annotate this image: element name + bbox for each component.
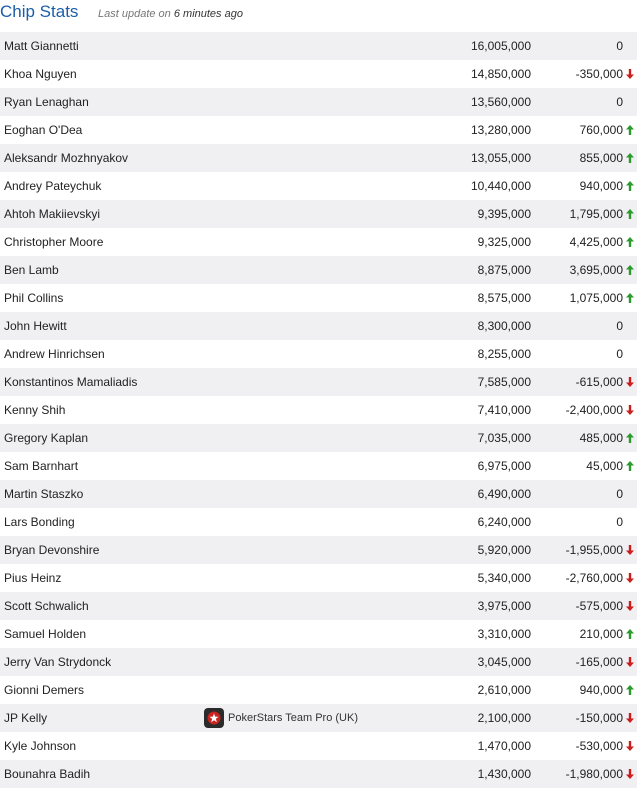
chip-change: 0	[616, 95, 623, 109]
last-update-value: 6 minutes ago	[173, 8, 243, 20]
chip-count: 8,575,000	[477, 291, 531, 305]
arrow-up-icon	[625, 200, 635, 228]
chip-change: 1,075,000	[569, 291, 623, 305]
chip-count: 2,100,000	[477, 711, 531, 725]
player-name[interactable]: Ben Lamb	[4, 263, 59, 277]
arrow-up-icon	[625, 172, 635, 200]
chip-count: 6,490,000	[477, 487, 531, 501]
table-row	[0, 676, 637, 704]
player-name[interactable]: Jerry Van Strydonck	[4, 655, 112, 669]
table-row	[0, 60, 637, 88]
chip-count: 3,045,000	[477, 655, 531, 669]
table-row	[0, 760, 637, 788]
arrow-down-icon	[625, 396, 635, 424]
table-row	[0, 508, 637, 536]
arrow-up-icon	[625, 256, 635, 284]
table-row	[0, 172, 637, 200]
chip-change: 485,000	[579, 431, 623, 445]
player-name[interactable]: Konstantinos Mamaliadis	[4, 375, 138, 389]
arrow-up-icon	[625, 620, 635, 648]
chip-count: 7,585,000	[477, 375, 531, 389]
arrow-up-icon	[625, 676, 635, 704]
chip-count: 1,470,000	[477, 739, 531, 753]
chip-change: 940,000	[579, 179, 623, 193]
chip-change: 0	[616, 515, 623, 529]
player-name[interactable]: Lars Bonding	[4, 515, 75, 529]
player-name[interactable]: Gionni Demers	[4, 683, 85, 697]
table-row	[0, 732, 637, 760]
player-name[interactable]: Phil Collins	[4, 291, 64, 305]
chip-change: -350,000	[575, 67, 623, 81]
player-name[interactable]: Matt Giannetti	[4, 39, 79, 53]
player-name[interactable]: Eoghan O'Dea	[4, 123, 83, 137]
chip-count: 1,430,000	[477, 767, 531, 781]
chip-change: -2,400,000	[565, 403, 623, 417]
pokerstars-logo-icon	[204, 708, 224, 728]
table-row	[0, 536, 637, 564]
chip-change: 1,795,000	[569, 207, 623, 221]
table-row	[0, 368, 637, 396]
player-name[interactable]: John Hewitt	[4, 319, 67, 333]
chip-count: 7,035,000	[477, 431, 531, 445]
chip-change: -150,000	[575, 711, 623, 725]
chip-change: 210,000	[579, 627, 623, 641]
table-row	[0, 704, 637, 732]
chip-count: 16,005,000	[470, 39, 531, 53]
chip-change: -2,760,000	[565, 571, 623, 585]
table-row	[0, 200, 637, 228]
chip-count: 5,340,000	[477, 571, 531, 585]
chip-change: 45,000	[586, 459, 623, 473]
chip-count: 13,280,000	[470, 123, 531, 137]
arrow-down-icon	[625, 760, 635, 788]
table-row	[0, 396, 637, 424]
arrow-down-icon	[625, 732, 635, 760]
table-row	[0, 648, 637, 676]
player-name[interactable]: Scott Schwalich	[4, 599, 89, 613]
chip-count: 7,410,000	[477, 403, 531, 417]
table-row	[0, 284, 637, 312]
chip-change: 4,425,000	[569, 235, 623, 249]
chip-count: 13,055,000	[470, 151, 531, 165]
chip-change: -575,000	[575, 599, 623, 613]
table-row	[0, 592, 637, 620]
chip-count: 8,875,000	[477, 263, 531, 277]
table-row	[0, 480, 637, 508]
player-name[interactable]: Ryan Lenaghan	[4, 95, 89, 109]
player-name[interactable]: Khoa Nguyen	[4, 67, 77, 81]
table-row	[0, 144, 637, 172]
chip-change: -1,980,000	[565, 767, 623, 781]
arrow-up-icon	[625, 424, 635, 452]
chip-stats-table	[0, 32, 637, 788]
chip-stats-header	[0, 0, 637, 32]
chip-change: 0	[616, 39, 623, 53]
chip-change: -615,000	[575, 375, 623, 389]
player-name[interactable]: Martin Staszko	[4, 487, 84, 501]
arrow-down-icon	[625, 564, 635, 592]
arrow-down-icon	[625, 368, 635, 396]
chip-change: 940,000	[579, 683, 623, 697]
table-row	[0, 32, 637, 60]
player-name[interactable]: Christopher Moore	[4, 235, 104, 249]
table-row	[0, 340, 637, 368]
arrow-up-icon	[625, 116, 635, 144]
player-name[interactable]: Kyle Johnson	[4, 739, 77, 753]
chip-change: 0	[616, 347, 623, 361]
table-row	[0, 256, 637, 284]
chip-count: 9,325,000	[477, 235, 531, 249]
player-name[interactable]: Aleksandr Mozhnyakov	[4, 151, 129, 165]
chip-count: 6,240,000	[477, 515, 531, 529]
table-row	[0, 620, 637, 648]
arrow-down-icon	[625, 704, 635, 732]
chip-count: 5,920,000	[477, 543, 531, 557]
table-row	[0, 452, 637, 480]
team-pro-badge	[204, 704, 358, 732]
arrow-up-icon	[625, 144, 635, 172]
table-row	[0, 564, 637, 592]
player-name[interactable]: Ahtoh Makiievskyi	[4, 207, 101, 221]
table-row	[0, 88, 637, 116]
chip-count: 6,975,000	[477, 459, 531, 473]
chip-count: 8,255,000	[477, 347, 531, 361]
table-row	[0, 228, 637, 256]
chip-change: 3,695,000	[569, 263, 623, 277]
chip-change: 0	[616, 487, 623, 501]
player-name[interactable]: Samuel Holden	[4, 627, 87, 641]
table-row	[0, 312, 637, 340]
player-name[interactable]: Gregory Kaplan	[4, 431, 89, 445]
chip-count: 3,310,000	[477, 627, 531, 641]
player-name[interactable]: Sam Barnhart	[4, 459, 79, 473]
arrow-down-icon	[625, 536, 635, 564]
player-name[interactable]: Andrey Pateychuk	[4, 179, 102, 193]
player-name[interactable]: Bounahra Badih	[4, 767, 91, 781]
table-row	[0, 116, 637, 144]
arrow-down-icon	[625, 60, 635, 88]
player-name[interactable]: Pius Heinz	[4, 571, 62, 585]
arrow-down-icon	[625, 648, 635, 676]
chip-change: 0	[616, 319, 623, 333]
chip-count: 9,395,000	[477, 207, 531, 221]
chip-change: -1,955,000	[565, 543, 623, 557]
last-update-label: Last update on	[98, 8, 171, 20]
chip-change: 855,000	[579, 151, 623, 165]
chip-change: -165,000	[575, 655, 623, 669]
chip-count: 14,850,000	[470, 67, 531, 81]
chip-count: 2,610,000	[477, 683, 531, 697]
team-pro-label: PokerStars Team Pro (UK)	[228, 712, 359, 724]
page-title: Chip Stats	[0, 2, 79, 21]
arrow-up-icon	[625, 284, 635, 312]
arrow-up-icon	[625, 452, 635, 480]
last-update-info	[98, 8, 243, 20]
table-row	[0, 424, 637, 452]
player-name[interactable]: Kenny Shih	[4, 403, 66, 417]
chip-count: 3,975,000	[477, 599, 531, 613]
player-name[interactable]: Bryan Devonshire	[4, 543, 100, 557]
chip-count: 8,300,000	[477, 319, 531, 333]
arrow-up-icon	[625, 228, 635, 256]
chip-count: 13,560,000	[470, 95, 531, 109]
chip-change: -530,000	[575, 739, 623, 753]
player-name[interactable]: JP Kelly	[4, 711, 48, 725]
player-name[interactable]: Andrew Hinrichsen	[4, 347, 105, 361]
chip-change: 760,000	[579, 123, 623, 137]
arrow-down-icon	[625, 592, 635, 620]
chip-count: 10,440,000	[470, 179, 531, 193]
